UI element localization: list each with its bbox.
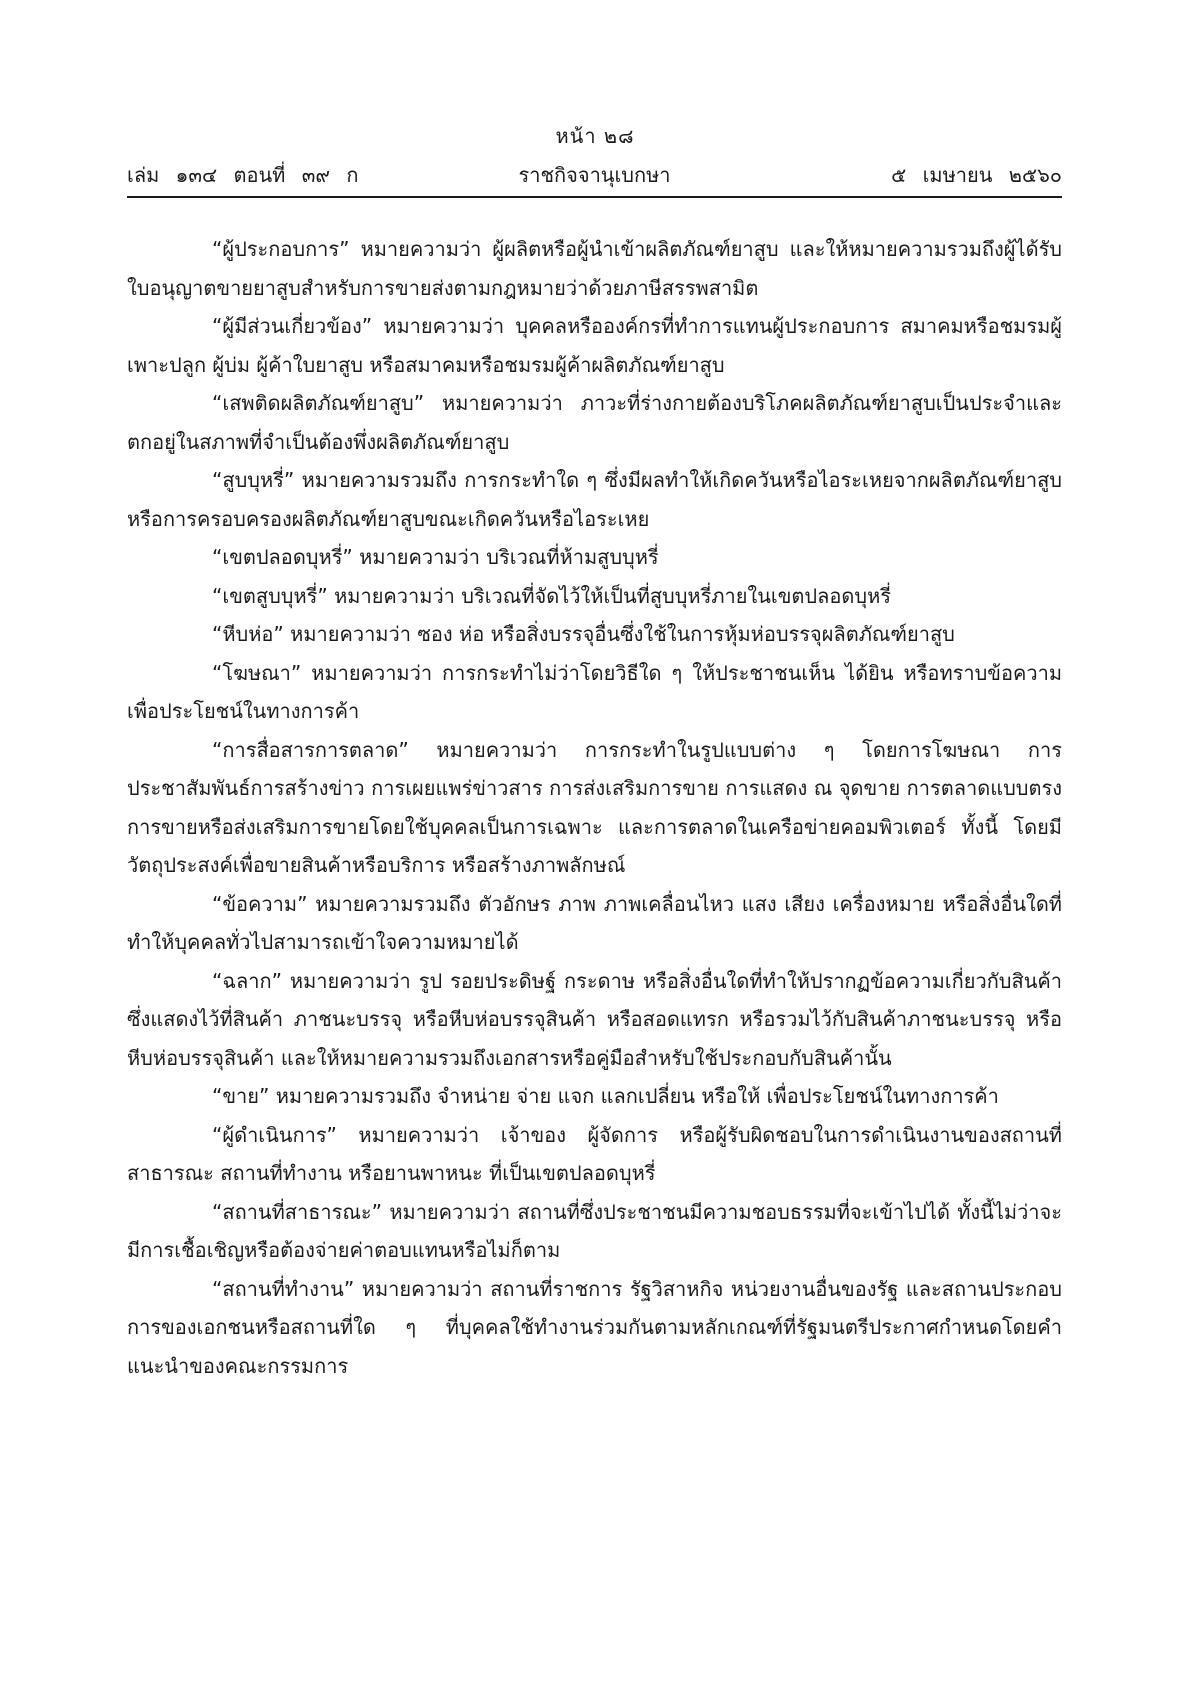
volume-issue: เล่ม ๑๓๔ ตอนที่ ๓๙ ก xyxy=(127,163,359,187)
definition-paragraph: “ผู้ดำเนินการ” หมายความว่า เจ้าของ ผู้จัดการ หรือผู้รับผิดชอบในการดำเนินงานของสถานที่สาธารณะ สถานที่ทำงาน หรือยานพาหนะ ที่เป็นเขตปลอดบุหรี่ xyxy=(127,1122,1062,1185)
definition-paragraph: “สถานที่ทำงาน” หมายความว่า สถานที่ราชการ รัฐวิสาหกิจ หน่วยงานอื่นของรัฐ และสถานประกอบการของเอกชนหรือสถานที่ใด ๆ ที่บุคคลใช้ทำงานร่วมกันตามหลักเกณฑ์ที่รัฐมนตรีประกาศกำหนดโดยคำแนะนำของคณะกรรมการ xyxy=(127,1276,1062,1378)
header-divider xyxy=(127,196,1062,198)
publication-date: ๕ เมษายน ๒๕๖๐ xyxy=(891,163,1062,187)
definition-paragraph: “เขตปลอดบุหรี่” หมายความว่า บริเวณที่ห้ามสูบบุหรี่ xyxy=(212,545,659,569)
definition-paragraph: “เสพติดผลิตภัณฑ์ยาสูบ” หมายความว่า ภาวะที่ร่างกายต้องบริโภคผลิตภัณฑ์ยาสูบเป็นประจำและตกอยู่ในสภาพที่จำเป็นต้องพึ่งผลิตภัณฑ์ยาสูบ xyxy=(127,391,1062,454)
page-number: หน้า ๒๘ xyxy=(555,124,635,148)
definition-paragraph: “สถานที่สาธารณะ” หมายความว่า สถานที่ซึ่งประชาชนมีความชอบธรรมที่จะเข้าไปได้ ทั้งนี้ไม่ว่าจะมีการเชื้อเชิญหรือต้องจ่ายค่าตอบแทนหรือไม่ก็ตาม xyxy=(127,1199,1062,1262)
definition-paragraph: “ผู้ประกอบการ” หมายความว่า ผู้ผลิตหรือผู้นำเข้าผลิตภัณฑ์ยาสูบ และให้หมายความรวมถึงผู้ได้รับใบอนุญาตขายยาสูบสำหรับการขายส่งตามกฎหมายว่าด้วยภาษีสรรพสามิต xyxy=(127,237,1062,300)
definition-paragraph: “เขตสูบบุหรี่” หมายความว่า บริเวณที่จัดไว้ให้เป็นที่สูบบุหรี่ภายในเขตปลอดบุหรี่ xyxy=(212,583,891,608)
gazette-name: ราชกิจจานุเบกษา xyxy=(518,163,671,187)
definition-paragraph: “ฉลาก” หมายความว่า รูป รอยประดิษฐ์ กระดาษ หรือสิ่งอื่นใดที่ทำให้ปรากฏข้อความเกี่ยวกับสินค้าซึ่งแสดงไว้ที่สินค้า ภาชนะบรรจุ หรือหีบห่อบรรจุสินค้า หรือสอดแทรก หรือรวมไว้กับสินค้าภาชนะบรรจุ หรือหีบห่อบรรจุสินค้า และให้หมายความรวมถึงเอกสารหรือคู่มือสำหรับใช้ประกอบกับสินค้านั้น xyxy=(127,968,1062,1070)
definition-paragraph: “ข้อความ” หมายความรวมถึง ตัวอักษร ภาพ ภาพเคลื่อนไหว แสง เสียง เครื่องหมาย หรือสิ่งอื่นใดที่ทำให้บุคคลทั่วไปสามารถเข้าใจความหมายได้ xyxy=(127,891,1062,954)
definitions-body xyxy=(127,230,1062,1385)
definition-paragraph: “สูบบุหรี่” หมายความรวมถึง การกระทำใด ๆ ซึ่งมีผลทำให้เกิดควันหรือไอระเหยจากผลิตภัณฑ์ยาสูบหรือการครอบครองผลิตภัณฑ์ยาสูบขณะเกิดควันหรือไอระเหย xyxy=(127,468,1062,531)
definition-paragraph: “ผู้มีส่วนเกี่ยวข้อง” หมายความว่า บุคคลหรือองค์กรที่ทำการแทนผู้ประกอบการ สมาคมหรือชมรมผู้เพาะปลูก ผู้บ่ม ผู้ค้าใบยาสูบ หรือสมาคมหรือชมรมผู้ค้าผลิตภัณฑ์ยาสูบ xyxy=(127,314,1062,377)
definition-paragraph: “โฆษณา” หมายความว่า การกระทำไม่ว่าโดยวิธีใด ๆ ให้ประชาชนเห็น ได้ยิน หรือทราบข้อความเพื่อประโยชน์ในทางการค้า xyxy=(127,660,1062,723)
gazette-header xyxy=(127,160,1062,190)
definition-paragraph: “หีบห่อ” หมายความว่า ซอง ห่อ หรือสิ่งบรรจุอื่นซึ่งใช้ในการหุ้มห่อบรรจุผลิตภัณฑ์ยาสูบ xyxy=(212,622,955,646)
definition-paragraph: “การสื่อสารการตลาด” หมายความว่า การกระทำในรูปแบบต่าง ๆ โดยการโฆษณา การประชาสัมพันธ์การสร้างข่าว การเผยแพร่ข่าวสาร การส่งเสริมการขาย การแสดง ณ จุดขาย การตลาดแบบตรง การขายหรือส่งเสริมการขายโดยใช้บุคคลเป็นการเฉพาะ และการตลาดในเครือข่ายคอมพิวเตอร์ ทั้งนี้ โดยมีวัตถุประสงค์เพื่อขายสินค้าหรือบริการ หรือสร้างภาพลักษณ์ xyxy=(127,737,1062,877)
definition-paragraph: “ขาย” หมายความรวมถึง จำหน่าย จ่าย แจก แลกเปลี่ยน หรือให้ เพื่อประโยชน์ในทางการค้า xyxy=(212,1084,999,1108)
